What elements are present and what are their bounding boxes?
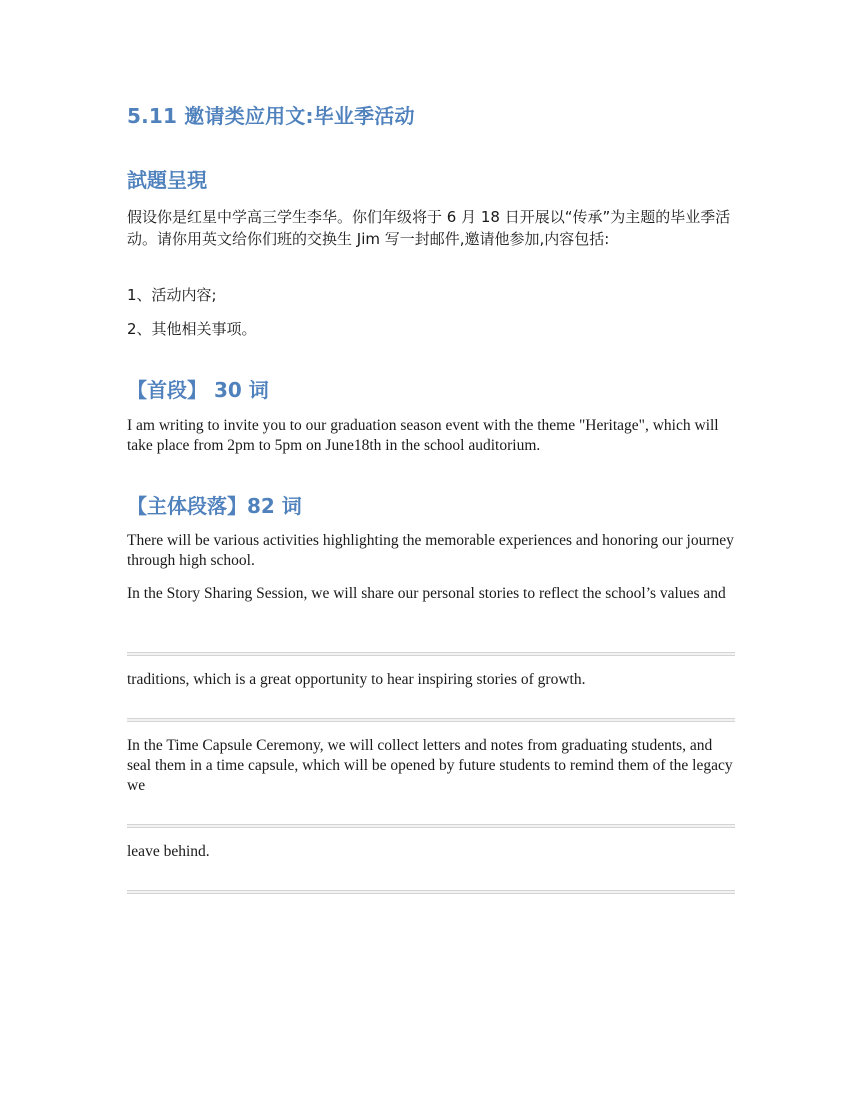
- first-paragraph-heading: 【首段】 30 词: [127, 378, 269, 402]
- prompt-text: 假设你是红星中学高三学生李华。你们年级将于 6 月 18 日开展以“传承”为主题的毕业季活动。请你用英文给你们班的交换生 Jim 写一封邮件,邀请他参加,内容包括:: [127, 208, 731, 248]
- body-paragraph-2a: In the Story Sharing Session, we will share our personal stories to reflect the school’s values and: [127, 585, 726, 602]
- body-paragraph-2b: traditions, which is a great opportunity to hear inspiring stories of growth.: [127, 671, 586, 688]
- prompt-item-2: 2、其他相关事项。: [127, 320, 257, 338]
- horizontal-rule: [127, 652, 735, 656]
- horizontal-rule: [127, 824, 735, 828]
- prompt-item-1: 1、活动内容;: [127, 286, 217, 304]
- body-paragraph-3b: leave behind.: [127, 843, 210, 860]
- body-heading: 【主体段落】82 词: [127, 494, 302, 518]
- horizontal-rule: [127, 890, 735, 894]
- body-paragraph-3a: In the Time Capsule Ceremony, we will collect letters and notes from graduating students, and seal them in a time capsule, which will be opened by future students to remind them of the legacy we: [127, 737, 733, 794]
- horizontal-rule: [127, 718, 735, 722]
- prompt-heading: 試題呈現: [127, 168, 207, 192]
- first-paragraph: I am writing to invite you to our graduation season event with the theme "Heritage", which will take place from 2pm to 5pm on June18th in the school auditorium.: [127, 417, 719, 454]
- document-title: 5.11 邀请类应用文:毕业季活动: [127, 104, 415, 128]
- body-paragraph-1: There will be various activities highlighting the memorable experiences and honoring our journey through high school.: [127, 532, 734, 569]
